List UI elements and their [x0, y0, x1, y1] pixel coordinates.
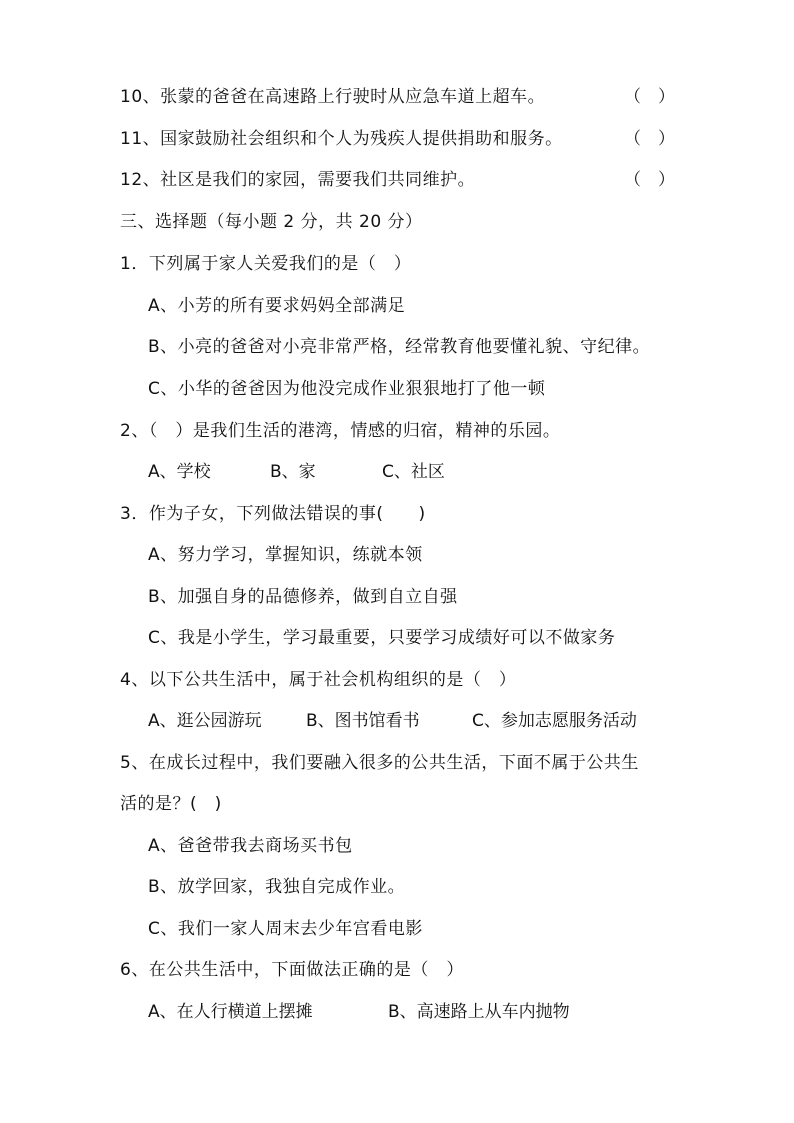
judgment-item-11: 11、国家鼓励社会组织和个人为残疾人提供捐助和服务。 [120, 129, 563, 149]
question-3-option-c: C、我是小学生，学习最重要，只要学习成绩好可以不做家务 [148, 628, 616, 648]
judgment-item-10: 10、张蒙的爸爸在高速路上行驶时从应急车道上超车。 [120, 87, 546, 107]
question-6-option-a: A、在人行横道上摆摊 [148, 1002, 313, 1022]
question-5-stem: 5、在成长过程中，我们要融入很多的公共生活，下面不属于公共生 [120, 753, 639, 773]
answer-parentheses: （ ） [624, 87, 675, 107]
question-3-option-b: B、加强自身的品德修养，做到自立自强 [148, 587, 458, 607]
answer-parentheses: （ ） [624, 129, 675, 149]
section-heading: 三、选择题（每小题 2 分，共 20 分） [120, 212, 423, 232]
question-4-option-b: B、图书馆看书 [306, 711, 420, 731]
question-1-option-c: C、小华的爸爸因为他没完成作业狠狠地打了他一顿 [148, 379, 546, 399]
question-5-stem-continued: 活的是？( ) [120, 794, 222, 814]
question-6-option-b: B、高速路上从车内抛物 [388, 1002, 570, 1022]
question-4-option-c: C、参加志愿服务活动 [472, 711, 637, 731]
question-2-option-a: A、学校 [148, 462, 211, 482]
question-4-stem: 4、以下公共生活中，属于社会机构组织的是（ ） [120, 670, 517, 690]
question-5-option-c: C、我们一家人周末去少年宫看电影 [148, 919, 423, 939]
question-2-option-c: C、社区 [382, 462, 445, 482]
question-1-option-a: A、小芳的所有要求妈妈全部满足 [148, 296, 406, 316]
question-2-option-b: B、家 [270, 462, 316, 482]
question-3-option-a: A、努力学习，掌握知识，练就本领 [148, 545, 423, 565]
question-2-stem: 2、（ ）是我们生活的港湾，情感的归宿，精神的乐园。 [120, 421, 561, 441]
question-5-option-a: A、爸爸带我去商场买书包 [148, 836, 353, 856]
question-1-stem: 1．下列属于家人关爱我们的是（ ） [120, 254, 412, 274]
question-5-option-b: B、放学回家，我独自完成作业。 [148, 877, 406, 897]
question-4-option-a: A、逛公园游玩 [148, 711, 262, 731]
question-3-stem: 3．作为子女，下列做法错误的事( ) [120, 504, 426, 524]
answer-parentheses: （ ） [624, 170, 675, 190]
judgment-item-12: 12、社区是我们的家园，需要我们共同维护。 [120, 170, 476, 190]
question-6-options [148, 1001, 570, 1067]
question-6-stem: 6、在公共生活中，下面做法正确的是（ ） [120, 960, 464, 980]
question-1-option-b: B、小亮的爸爸对小亮非常严格，经常教育他要懂礼貌、守纪律。 [148, 337, 651, 357]
